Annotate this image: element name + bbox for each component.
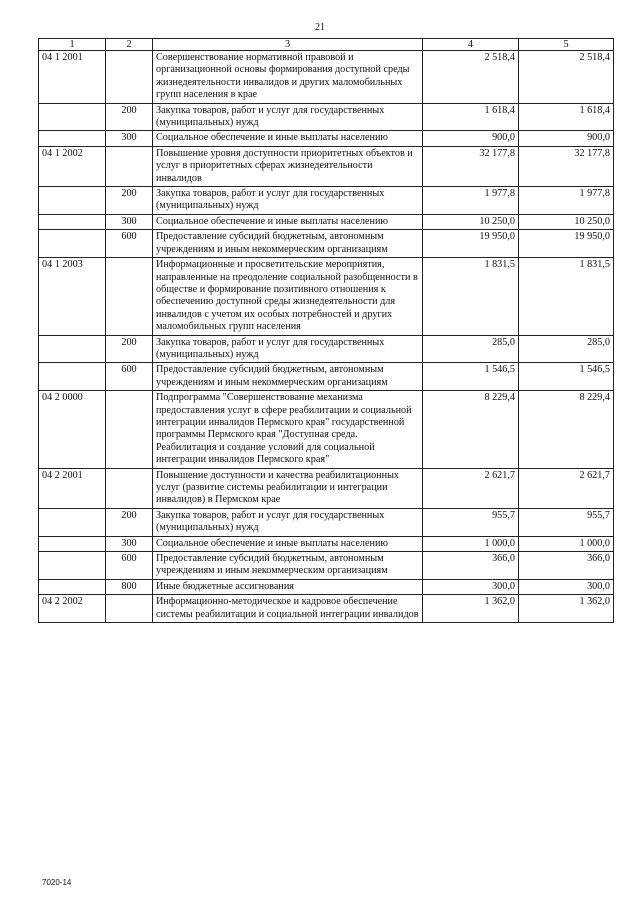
table-row [39, 595, 614, 623]
row-code-cell: 04 1 2001 [39, 51, 106, 104]
row-expense-type-cell: 800 [106, 579, 153, 594]
row-amount-col5-cell: 1 000,0 [519, 536, 614, 551]
row-amount-col4-cell: 1 977,8 [423, 187, 519, 215]
row-amount-col4-cell: 1 000,0 [423, 536, 519, 551]
row-name-cell: Социальное обеспечение и иные выплаты населению [153, 214, 423, 229]
row-name-cell: Закупка товаров, работ и услуг для государственных (муниципальных) нужд [153, 508, 423, 536]
row-amount-col5-cell: 300,0 [519, 579, 614, 594]
row-expense-type-cell [106, 468, 153, 508]
row-amount-col5-cell: 366,0 [519, 552, 614, 580]
row-amount-col5-cell: 19 950,0 [519, 230, 614, 258]
row-amount-col5-cell: 1 362,0 [519, 595, 614, 623]
row-amount-col5-cell: 2 518,4 [519, 51, 614, 104]
row-code-cell [39, 508, 106, 536]
row-name-cell: Социальное обеспечение и иные выплаты населению [153, 536, 423, 551]
column-header-4: 4 [423, 39, 519, 51]
row-amount-col4-cell: 1 618,4 [423, 103, 519, 131]
row-expense-type-cell: 200 [106, 335, 153, 363]
row-amount-col5-cell: 285,0 [519, 335, 614, 363]
row-expense-type-cell: 600 [106, 363, 153, 391]
row-name-cell: Закупка товаров, работ и услуг для государственных (муниципальных) нужд [153, 103, 423, 131]
row-amount-col4-cell: 2 518,4 [423, 51, 519, 104]
row-expense-type-cell [106, 595, 153, 623]
row-name-cell: Закупка товаров, работ и услуг для государственных (муниципальных) нужд [153, 187, 423, 215]
page-number: 21 [315, 22, 325, 33]
row-name-cell: Повышение доступности и качества реабилитационных услуг (развитие системы реабилитации и интеграции инвалидов) в Пермском крае [153, 468, 423, 508]
row-amount-col5-cell: 1 977,8 [519, 187, 614, 215]
row-code-cell: 04 1 2003 [39, 258, 106, 335]
row-code-cell [39, 187, 106, 215]
row-name-cell: Предоставление субсидий бюджетным, автономным учреждениям и иным некоммерческим организациям [153, 230, 423, 258]
row-code-cell: 04 1 2002 [39, 146, 106, 186]
table-row [39, 468, 614, 508]
row-amount-col5-cell: 1 546,5 [519, 363, 614, 391]
row-code-cell [39, 103, 106, 131]
row-code-cell: 04 2 2001 [39, 468, 106, 508]
row-amount-col5-cell: 8 229,4 [519, 391, 614, 468]
row-expense-type-cell [106, 146, 153, 186]
table-row [39, 391, 614, 468]
row-expense-type-cell: 600 [106, 552, 153, 580]
row-expense-type-cell: 200 [106, 508, 153, 536]
row-expense-type-cell: 300 [106, 131, 153, 146]
table-row [39, 103, 614, 131]
row-amount-col4-cell: 366,0 [423, 552, 519, 580]
row-code-cell [39, 579, 106, 594]
table-row [39, 363, 614, 391]
row-amount-col4-cell: 1 831,5 [423, 258, 519, 335]
row-amount-col4-cell: 1 546,5 [423, 363, 519, 391]
table-header-row [39, 39, 614, 51]
row-amount-col4-cell: 10 250,0 [423, 214, 519, 229]
table-row [39, 51, 614, 104]
row-expense-type-cell [106, 51, 153, 104]
row-expense-type-cell: 300 [106, 214, 153, 229]
row-amount-col4-cell: 1 362,0 [423, 595, 519, 623]
row-code-cell [39, 552, 106, 580]
table-row [39, 131, 614, 146]
column-header-2: 2 [106, 39, 153, 51]
document-code: 7020-14 [42, 878, 72, 887]
table-row [39, 187, 614, 215]
row-name-cell: Повышение уровня доступности приоритетных объектов и услуг в приоритетных сферах жизнедеятельности инвалидов [153, 146, 423, 186]
row-expense-type-cell [106, 258, 153, 335]
row-expense-type-cell [106, 391, 153, 468]
row-amount-col4-cell: 300,0 [423, 579, 519, 594]
table-row [39, 579, 614, 594]
row-name-cell: Подпрограмма "Совершенствование механизма предоставления услуг в сфере реабилитации и социальной интеграции инвалидов Пермского края" государственной программы Пермского края "Доступная среда. Реабилитация и создание условий для социальной интеграции инвалидов Пермского края" [153, 391, 423, 468]
row-expense-type-cell: 200 [106, 103, 153, 131]
row-name-cell: Иные бюджетные ассигнования [153, 579, 423, 594]
row-amount-col5-cell: 2 621,7 [519, 468, 614, 508]
row-name-cell: Совершенствование нормативной правовой и организационной основы формирования доступной среды жизнедеятельности инвалидов и других маломобильных групп населения в крае [153, 51, 423, 104]
row-amount-col4-cell: 32 177,8 [423, 146, 519, 186]
column-header-3: 3 [153, 39, 423, 51]
row-amount-col5-cell: 32 177,8 [519, 146, 614, 186]
row-expense-type-cell: 600 [106, 230, 153, 258]
budget-table [38, 38, 614, 623]
row-code-cell: 04 2 2002 [39, 595, 106, 623]
row-name-cell: Информационно-методическое и кадровое обеспечение системы реабилитации и социальной интеграции инвалидов [153, 595, 423, 623]
column-header-1: 1 [39, 39, 106, 51]
table-row [39, 536, 614, 551]
table-row [39, 335, 614, 363]
row-amount-col5-cell: 10 250,0 [519, 214, 614, 229]
row-amount-col4-cell: 19 950,0 [423, 230, 519, 258]
table-row [39, 146, 614, 186]
row-code-cell [39, 214, 106, 229]
row-name-cell: Предоставление субсидий бюджетным, автономным учреждениям и иным некоммерческим организациям [153, 363, 423, 391]
row-code-cell [39, 131, 106, 146]
row-code-cell [39, 335, 106, 363]
row-code-cell [39, 363, 106, 391]
row-amount-col5-cell: 955,7 [519, 508, 614, 536]
row-amount-col4-cell: 2 621,7 [423, 468, 519, 508]
row-amount-col4-cell: 285,0 [423, 335, 519, 363]
table-row [39, 258, 614, 335]
table-row [39, 230, 614, 258]
row-amount-col5-cell: 1 618,4 [519, 103, 614, 131]
table-row [39, 508, 614, 536]
row-name-cell: Информационные и просветительские мероприятия, направленные на преодоление социальной разобщенности в обществе и формирование позитивного отношения к обеспечению доступной среды жизнедеятельности для инвалидов с учетом их особых потребностей и других маломобильных групп населения [153, 258, 423, 335]
table-row [39, 214, 614, 229]
row-amount-col4-cell: 955,7 [423, 508, 519, 536]
row-expense-type-cell: 300 [106, 536, 153, 551]
row-code-cell [39, 230, 106, 258]
row-expense-type-cell: 200 [106, 187, 153, 215]
row-code-cell [39, 536, 106, 551]
row-amount-col4-cell: 900,0 [423, 131, 519, 146]
table-row [39, 552, 614, 580]
row-amount-col5-cell: 900,0 [519, 131, 614, 146]
row-name-cell: Закупка товаров, работ и услуг для государственных (муниципальных) нужд [153, 335, 423, 363]
row-amount-col4-cell: 8 229,4 [423, 391, 519, 468]
row-code-cell: 04 2 0000 [39, 391, 106, 468]
row-name-cell: Предоставление субсидий бюджетным, автономным учреждениям и иным некоммерческим организациям [153, 552, 423, 580]
column-header-5: 5 [519, 39, 614, 51]
row-amount-col5-cell: 1 831,5 [519, 258, 614, 335]
row-name-cell: Социальное обеспечение и иные выплаты населению [153, 131, 423, 146]
